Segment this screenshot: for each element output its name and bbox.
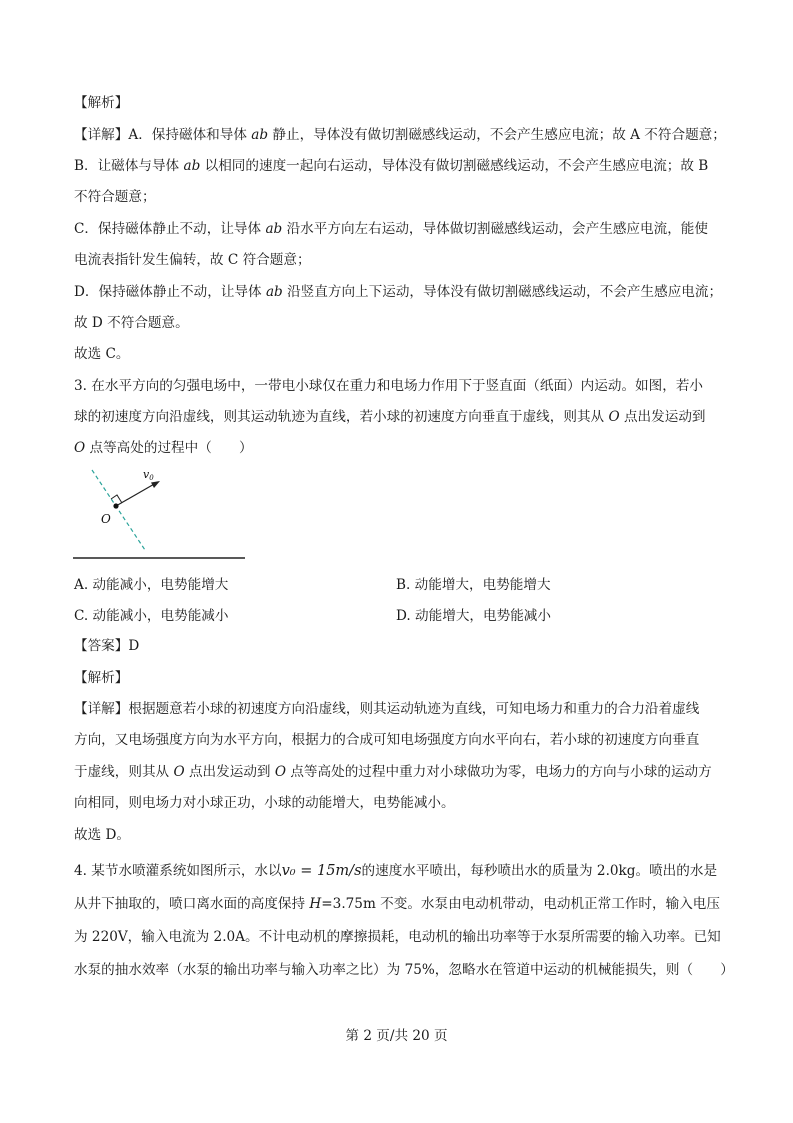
explanation-2-line-4: 向相同，则电场力对小球正功，小球的动能增大，电势能减小。 — [74, 795, 455, 811]
point-o-label: O — [101, 512, 111, 526]
choice-conclusion-1: 故选 C。 — [74, 346, 130, 362]
analysis-heading-2: 【解析】 — [74, 670, 129, 686]
question-4-line-1: 4. 某节水喷灌系统如图所示，水以v₀ = 15m/s的速度水平喷出，每秒喷出水的质量为 2.0kg。喷出的水是 — [74, 863, 718, 879]
answer-line: 【答案】D — [74, 638, 140, 654]
explanation-2-line-3: 于虚线，则其从 O 点出发运动到 O 点等高处的过程中重力对小球做功为零，电场力的方向与小球的运动方 — [74, 764, 712, 780]
explanation-line-d-cont: 故 D 不符合题意。 — [74, 315, 189, 331]
explanation-line-b-cont: 不符合题意； — [74, 189, 156, 205]
question-3-line-3: O 点等高处的过程中（ ） — [74, 440, 253, 456]
page-footer: 第 2 页/共 20 页 — [345, 1028, 448, 1044]
explanation-line-a: 【详解】A．保持磁体和导体 ab 静止，导体没有做切割磁感线运动，不会产生感应电流；故 A 不符合题意； — [74, 127, 726, 143]
arrowhead-icon — [151, 481, 160, 488]
dashed-trajectory-line — [92, 470, 145, 550]
explanation-2-line-1: 【详解】根据题意若小球的初速度方向沿虚线，则其运动轨迹为直线，可知电场力和重力的合力沿着虚线 — [74, 701, 700, 717]
explanation-line-d: D．保持磁体静止不动，让导体 ab 沿竖直方向上下运动，导体没有做切割磁感线运动，不会产生感应电流； — [74, 284, 723, 300]
question-3-line-1: 3. 在水平方向的匀强电场中，一带电小球仅在重力和电场力作用下于竖直面（纸面）内运动。如图，若小 — [74, 378, 704, 394]
question-3-figure — [70, 458, 270, 568]
ball-point — [113, 503, 118, 508]
question-4-line-3: 为 220V，输入电流为 2.0A。不计电动机的摩擦损耗，电动机的输出功率等于水泵所需要的输入功率。已知 — [74, 929, 721, 945]
explanation-line-c-cont: 电流表指针发生偏转，故 C 符合题意； — [74, 252, 311, 268]
question-4-line-2: 从井下抽取的，喷口离水面的高度保持 H=3.75m 不变。水泵由电动机带动，电动机正常工作时，输入电压 — [74, 896, 720, 912]
explanation-line-b: B．让磁体与导体 ab 以相同的速度一起向右运动，导体没有做切割磁感线运动，不会产生感应电流；故 B — [74, 158, 709, 174]
option-c: C. 动能减小，电势能减小 — [74, 608, 229, 624]
velocity-label: v0 — [143, 468, 154, 482]
option-d: D. 动能增大，电势能减小 — [396, 608, 551, 624]
question-4-line-4: 水泵的抽水效率（水泵的输出功率与输入功率之比）为 75%，忽略水在管道中运动的机械能损失，则（ ） — [74, 962, 734, 978]
choice-conclusion-2: 故选 D。 — [74, 827, 131, 843]
explanation-line-c: C．保持磁体静止不动，让导体 ab 沿水平方向左右运动，导体做切割磁感线运动，会产生感应电流，能使 — [74, 221, 708, 237]
analysis-heading-1: 【解析】 — [74, 95, 129, 111]
question-3-line-2: 球的初速度方向沿虚线，则其运动轨迹为直线，若小球的初速度方向垂直于虚线，则其从 O 点出发运动到 — [74, 409, 706, 425]
option-a: A. 动能减小，电势能增大 — [74, 577, 229, 593]
option-b: B. 动能增大，电势能增大 — [396, 577, 551, 593]
speed-formula: v₀ = 15m/s — [281, 863, 362, 879]
explanation-2-line-2: 方向，又电场强度方向为水平方向，根据力的合成可知电场强度方向水平向右，若小球的初速度方向垂直 — [74, 732, 700, 748]
